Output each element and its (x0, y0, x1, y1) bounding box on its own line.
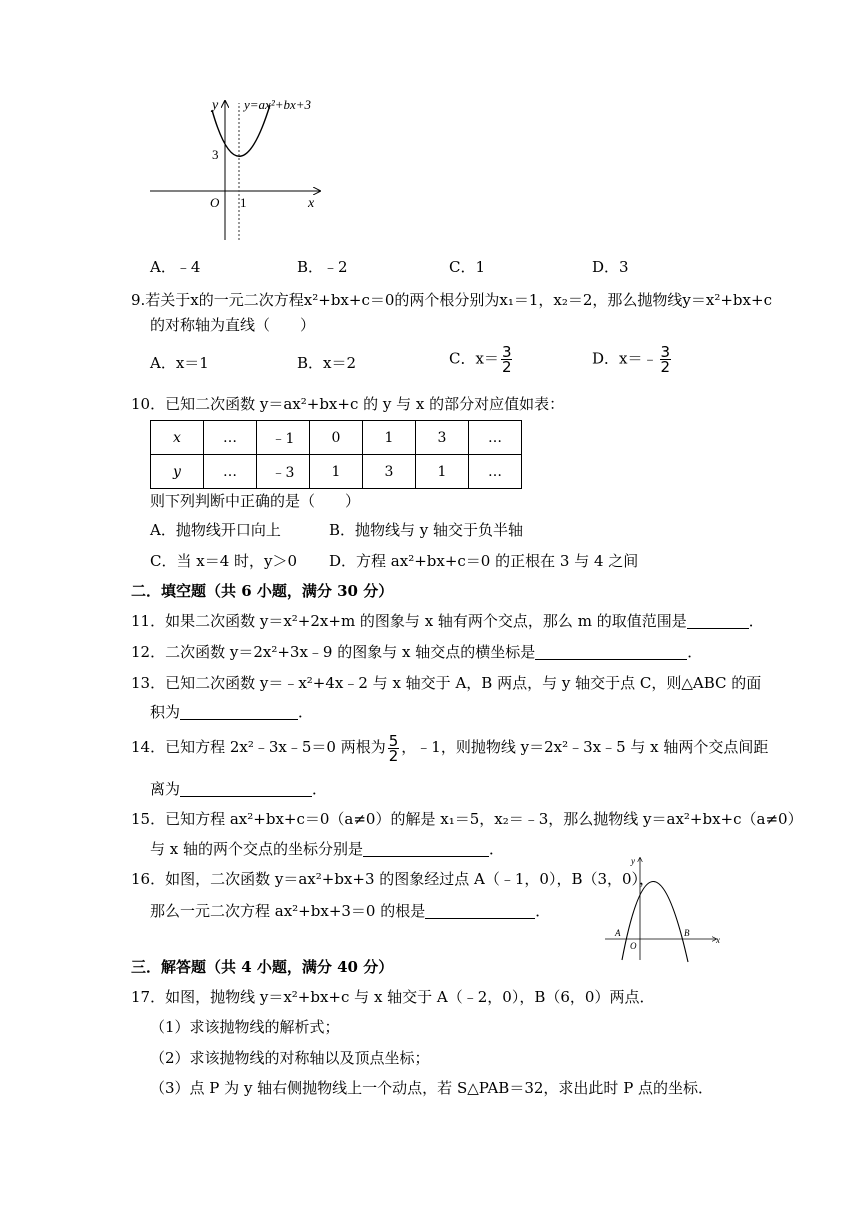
q13-line1: 13．已知二次函数 y＝﹣x²+4x﹣2 与 x 轴交于 A，B 两点，与 y 轴交于点 C，则△ABC 的面 (131, 674, 762, 692)
q10-option-a[interactable]: A．抛物线开口向上 (150, 521, 281, 539)
q9-option-c-text: C．x＝ (449, 349, 499, 368)
fig16-label-b: B (684, 928, 690, 938)
q14-line2-text: 离为 (150, 780, 181, 798)
q10-option-d[interactable]: D．方程 ax²+bx+c＝0 的正根在 3 与 4 之间 (329, 552, 639, 570)
section-3-heading: 三．解答题（共 4 小题，满分 40 分） (131, 958, 394, 976)
q10-option-b[interactable]: B．抛物线与 y 轴交于负半轴 (329, 521, 524, 539)
q12-answer-blank[interactable] (535, 643, 687, 660)
fig8-label-3: 3 (212, 147, 219, 162)
table-cell: 0 (310, 421, 363, 455)
q11-text: 11．如果二次函数 y＝x²+2x+m 的图象与 x 轴有两个交点，那么 m 的取值范围是 (131, 612, 687, 630)
q9-option-a[interactable]: A．x＝1 (150, 354, 209, 372)
section-2-heading: 二．填空题（共 6 小题，满分 30 分） (131, 582, 394, 600)
fig8-label-1: 1 (240, 195, 247, 210)
table-cell: x (151, 421, 204, 455)
q14-end: ． (312, 780, 328, 798)
q16-end: ． (535, 902, 551, 920)
table-cell: … (469, 421, 522, 455)
q8-option-c[interactable]: C．1 (449, 258, 486, 276)
q14-answer-blank[interactable] (180, 780, 312, 797)
q14-pre: 14．已知方程 2x²﹣3x﹣5＝0 两根为 (131, 738, 386, 756)
q17-part3: （3）点 P 为 y 轴右侧抛物线上一个动点，若 S△PAB＝32，求出此时 P 点的坐标． (150, 1079, 714, 1097)
q15-answer-blank[interactable] (363, 840, 489, 857)
table-cell: y (151, 455, 204, 489)
q16-line2 (150, 900, 550, 922)
table-row (151, 455, 522, 489)
table-cell: … (469, 455, 522, 489)
q10-value-table (150, 420, 522, 489)
q15-line2 (150, 838, 504, 860)
table-cell: ﹣1 (257, 421, 310, 455)
q14-post: ，﹣1，则抛物线 y＝2x²﹣3x﹣5 与 x 轴两个交点间距 (401, 738, 769, 756)
q16-line1: 16．如图，二次函数 y＝ax²+bx+3 的图象经过点 A（﹣1，0），B（3，0）， (131, 870, 655, 888)
q15-line2-text: 与 x 轴的两个交点的坐标分别是 (150, 840, 363, 858)
q16-answer-blank[interactable] (425, 902, 535, 919)
q11-answer-blank[interactable] (687, 612, 749, 629)
q12 (131, 641, 702, 663)
q9-line1: 9.若关于x的一元二次方程x²+bx+c＝0的两个根分别为x₁＝1，x₂＝2，那么抛物线y＝x²+bx+c (131, 291, 772, 309)
q14-line1 (131, 730, 768, 764)
q11 (131, 610, 764, 632)
q10-prompt: 则下列判断中正确的是（ ） (150, 492, 361, 510)
q9-line2: 的对称轴为直线（ ） (150, 316, 316, 334)
table-row (151, 421, 522, 455)
q10-stem: 10．已知二次函数 y＝ax²+bx+c 的 y 与 x 的部分对应值如表： (131, 395, 565, 413)
table-cell: 3 (363, 455, 416, 489)
table-cell: 1 (363, 421, 416, 455)
q9-option-b[interactable]: B．x＝2 (297, 354, 357, 372)
fraction: $\frac{5}{2}$ (388, 731, 399, 765)
table-cell: 1 (310, 455, 363, 489)
q17-stem: 17．如图，抛物线 y＝x²+bx+c 与 x 轴交于 A（﹣2，0），B（6，0）两点． (131, 988, 655, 1006)
q8-option-b[interactable]: B．﹣2 (297, 258, 348, 276)
q15-end: ． (489, 840, 505, 858)
q13-end: ． (298, 703, 314, 721)
q14-line2 (150, 778, 327, 800)
table-cell: … (204, 455, 257, 489)
q13-line2 (150, 701, 313, 723)
q13-answer-blank[interactable] (180, 703, 298, 720)
q16-figure (600, 852, 725, 964)
fig16-label-o: O (630, 941, 637, 951)
q8-option-a[interactable]: A．﹣4 (150, 258, 201, 276)
fraction: $\frac{3}{2}$ (501, 343, 512, 376)
q17-part2: （2）求该抛物线的对称轴以及顶点坐标； (150, 1049, 430, 1067)
fig8-label-y: y (212, 98, 219, 113)
table-cell: … (204, 421, 257, 455)
q13-line2-text: 积为 (150, 703, 181, 721)
q11-end: ． (748, 612, 764, 630)
q12-end: ． (687, 643, 703, 661)
q10-option-c[interactable]: C．当 x＝4 时，y＞0 (150, 552, 298, 570)
fig16-label-y: y (631, 856, 635, 866)
q16-line2-text: 那么一元二次方程 ax²+bx+3＝0 的根是 (150, 902, 426, 920)
q9-option-d-text: D．x＝﹣ (592, 349, 658, 368)
fig16-label-x: x (716, 935, 720, 945)
fraction: $\frac{3}{2}$ (660, 343, 671, 376)
q8-figure (140, 95, 340, 245)
fig8-label-x: x (308, 196, 315, 211)
q8-option-d[interactable]: D．3 (592, 258, 629, 276)
q17-part1: （1）求该抛物线的解析式； (150, 1018, 340, 1036)
q15-line1: 15．已知方程 ax²+bx+c＝0（a≠0）的解是 x₁＝5，x₂＝﹣3，那么抛物线 y＝ax²+bx+c（a≠0） (131, 810, 803, 828)
fig8-label-o: O (210, 195, 220, 210)
table-cell: ﹣3 (257, 455, 310, 489)
fig8-label-eq: y=ax²+bx+3 (244, 97, 312, 112)
parabola-curve (212, 105, 270, 156)
table-cell: 1 (416, 455, 469, 489)
q9-option-d[interactable] (592, 345, 673, 374)
q12-text: 12．二次函数 y＝2x²+3x﹣9 的图象与 x 轴交点的横坐标是 (131, 643, 536, 661)
fig16-label-a: A (615, 928, 621, 938)
q9-option-c[interactable] (449, 345, 514, 374)
table-cell: 3 (416, 421, 469, 455)
